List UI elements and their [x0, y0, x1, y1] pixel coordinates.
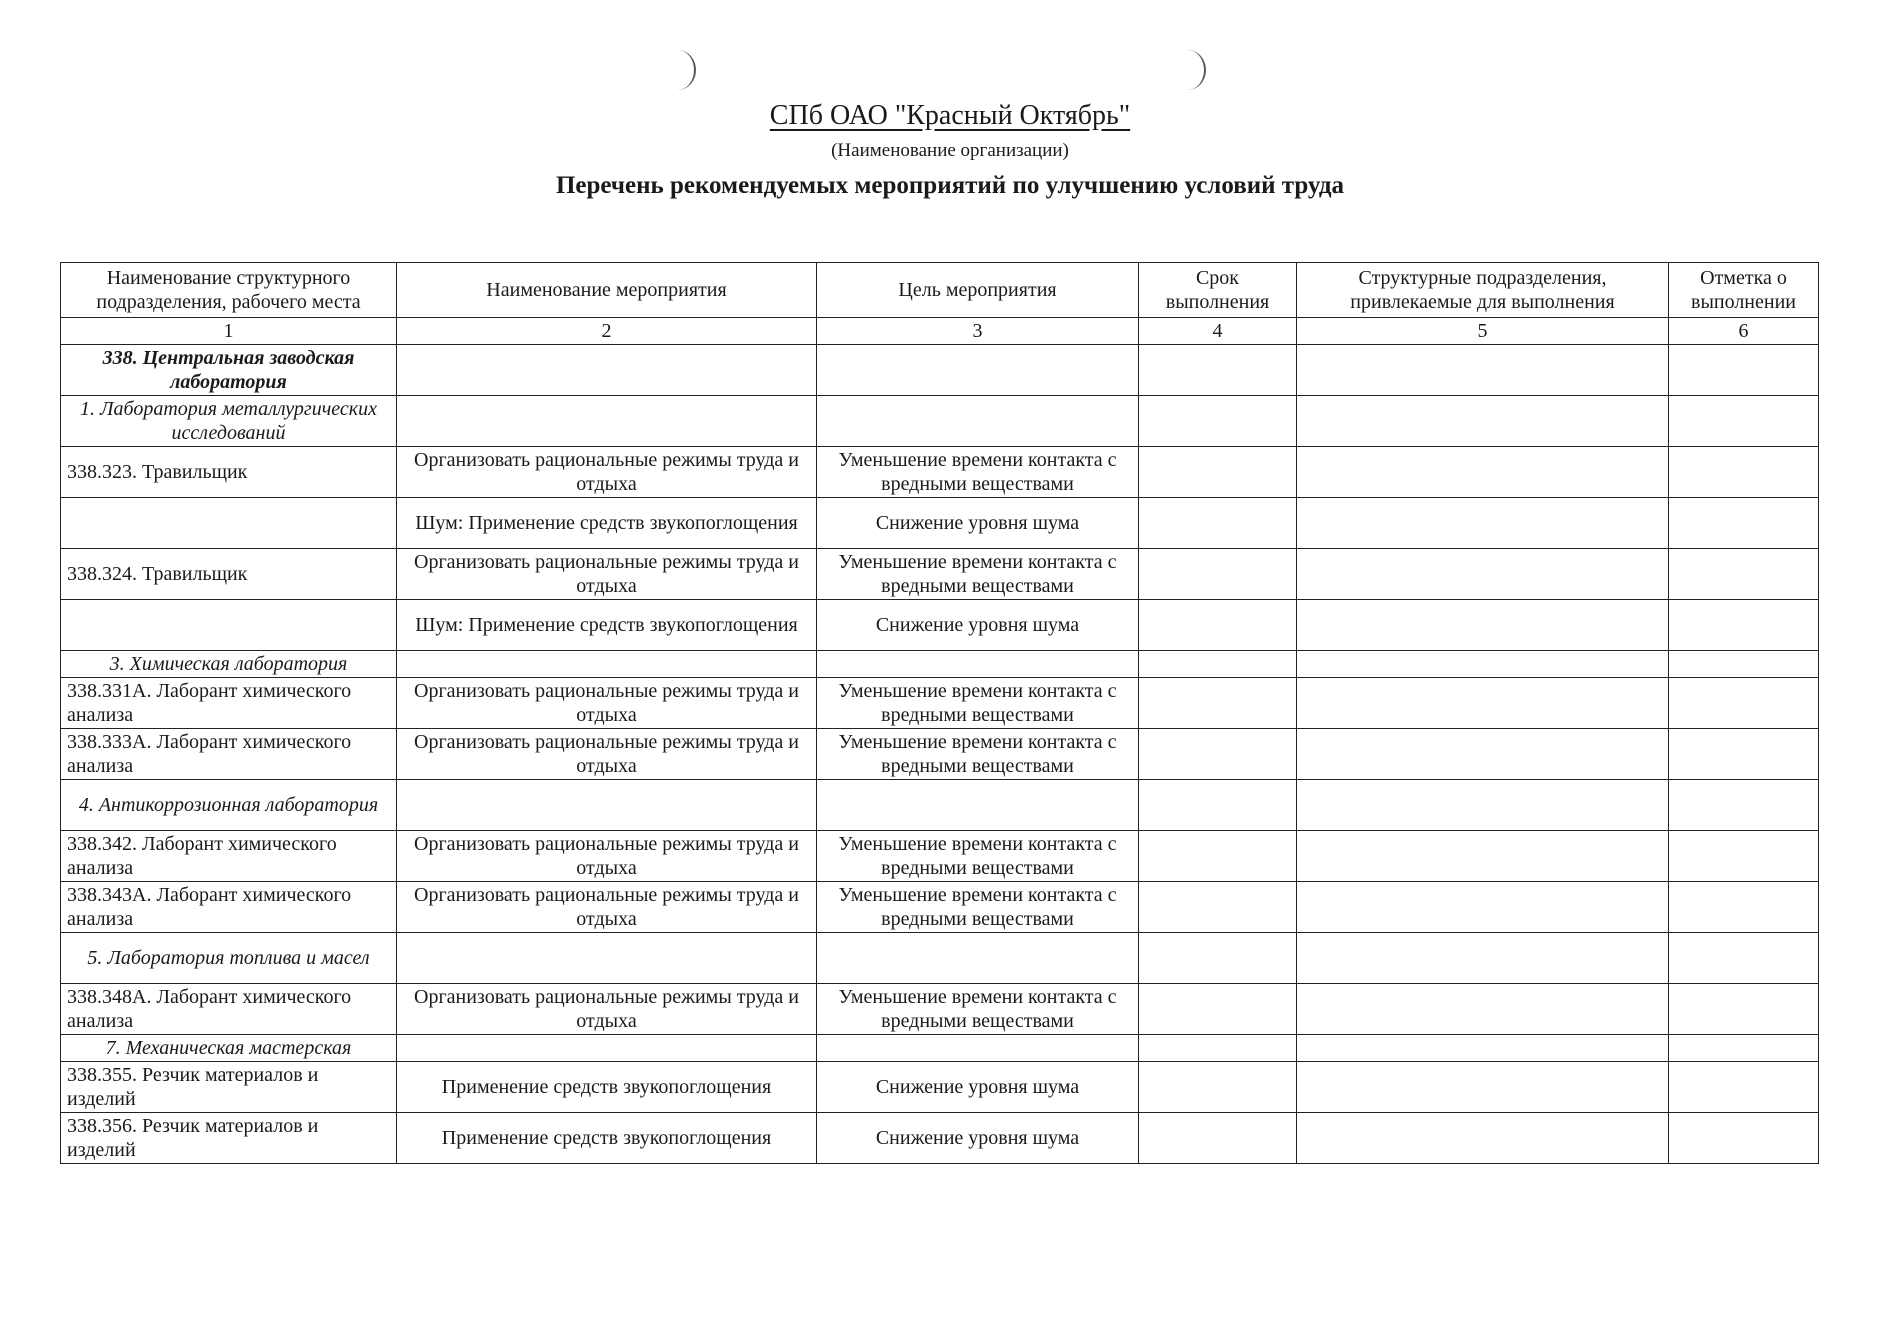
measure-cell: Организовать рациональные режимы труда и отдыха [397, 984, 817, 1035]
table-row [61, 498, 1819, 549]
table-row [61, 882, 1819, 933]
empty-cell [1297, 933, 1669, 984]
punch-hole-mark [660, 50, 696, 90]
table-row [61, 549, 1819, 600]
measure-cell: Применение средств звукопоглощения [397, 1113, 817, 1164]
section-row [61, 651, 1819, 678]
empty-cell [1669, 549, 1819, 600]
header-cell: Наименование структурного подразделения, рабочего места [61, 263, 397, 318]
empty-cell [1139, 984, 1297, 1035]
empty-cell [1139, 396, 1297, 447]
measure-cell: Применение средств звукопоглощения [397, 1062, 817, 1113]
organization-name: СПб ОАО "Красный Октябрь" [769, 100, 1131, 131]
empty-cell [397, 780, 817, 831]
empty-cell [1139, 1113, 1297, 1164]
workplace-cell: 338.324. Травильщик [61, 549, 397, 600]
empty-cell [817, 780, 1139, 831]
empty-cell [1139, 933, 1297, 984]
goal-cell: Снижение уровня шума [817, 1062, 1139, 1113]
empty-cell [1669, 729, 1819, 780]
workplace-cell [61, 600, 397, 651]
subsection-title: 1. Лаборатория металлургических исследований [61, 396, 397, 447]
table-row [61, 447, 1819, 498]
empty-cell [1297, 831, 1669, 882]
subsection-title: 7. Механическая мастерская [61, 1035, 397, 1062]
column-number: 3 [817, 318, 1139, 345]
column-number: 2 [397, 318, 817, 345]
empty-cell [1669, 678, 1819, 729]
subsection-title: 4. Антикоррозионная лаборатория [61, 780, 397, 831]
empty-cell [1669, 1062, 1819, 1113]
column-number: 1 [61, 318, 397, 345]
empty-cell [1297, 780, 1669, 831]
empty-cell [817, 933, 1139, 984]
empty-cell [1669, 933, 1819, 984]
empty-cell [1297, 651, 1669, 678]
empty-cell [397, 396, 817, 447]
empty-cell [1669, 345, 1819, 396]
measure-cell: Организовать рациональные режимы труда и отдыха [397, 831, 817, 882]
empty-cell [1297, 1035, 1669, 1062]
table-row [61, 984, 1819, 1035]
empty-cell [1139, 1062, 1297, 1113]
empty-cell [1669, 831, 1819, 882]
empty-cell [397, 1035, 817, 1062]
empty-cell [1669, 651, 1819, 678]
header-cell: Отметка о выполнении [1669, 263, 1819, 318]
measure-cell: Шум: Применение средств звукопоглощения [397, 498, 817, 549]
subsection-title: 5. Лаборатория топлива и масел [61, 933, 397, 984]
goal-cell: Уменьшение времени контакта с вредными веществами [817, 447, 1139, 498]
empty-cell [1139, 651, 1297, 678]
header-cell: Цель мероприятия [817, 263, 1139, 318]
empty-cell [1139, 600, 1297, 651]
empty-cell [1139, 831, 1297, 882]
workplace-cell: 338.348А. Лаборант химического анализа [61, 984, 397, 1035]
empty-cell [1139, 678, 1297, 729]
empty-cell [1297, 1062, 1669, 1113]
goal-cell: Снижение уровня шума [817, 600, 1139, 651]
workplace-cell: 338.343А. Лаборант химического анализа [61, 882, 397, 933]
punch-hole-mark [1170, 50, 1206, 90]
document-title: Перечень рекомендуемых мероприятий по улучшению условий труда [555, 172, 1345, 199]
empty-cell [1669, 498, 1819, 549]
header-cell: Срок выполнения [1139, 263, 1297, 318]
measures-table [60, 262, 1819, 1164]
table-row [61, 729, 1819, 780]
column-number: 6 [1669, 318, 1819, 345]
workplace-cell: 338.355. Резчик материалов и изделий [61, 1062, 397, 1113]
empty-cell [397, 345, 817, 396]
empty-cell [1669, 1035, 1819, 1062]
empty-cell [1139, 1035, 1297, 1062]
workplace-cell: 338.356. Резчик материалов и изделий [61, 1113, 397, 1164]
measure-cell: Организовать рациональные режимы труда и отдыха [397, 447, 817, 498]
section-row [61, 396, 1819, 447]
table-row [61, 831, 1819, 882]
goal-cell: Уменьшение времени контакта с вредными веществами [817, 831, 1139, 882]
header-cell: Структурные подразделения, привлекаемые для выполнения [1297, 263, 1669, 318]
goal-cell: Снижение уровня шума [817, 1113, 1139, 1164]
measure-cell: Организовать рациональные режимы труда и отдыха [397, 729, 817, 780]
section-row [61, 345, 1819, 396]
empty-cell [1297, 882, 1669, 933]
empty-cell [1669, 396, 1819, 447]
measure-cell: Организовать рациональные режимы труда и отдыха [397, 882, 817, 933]
empty-cell [1297, 498, 1669, 549]
empty-cell [1669, 984, 1819, 1035]
section-row [61, 933, 1819, 984]
section-row [61, 1035, 1819, 1062]
empty-cell [1139, 447, 1297, 498]
empty-cell [817, 345, 1139, 396]
empty-cell [1297, 345, 1669, 396]
organization-caption: (Наименование организации) [831, 140, 1069, 161]
goal-cell: Уменьшение времени контакта с вредными веществами [817, 678, 1139, 729]
goal-cell: Уменьшение времени контакта с вредными веществами [817, 549, 1139, 600]
empty-cell [1297, 729, 1669, 780]
measure-cell: Организовать рациональные режимы труда и отдыха [397, 678, 817, 729]
goal-cell: Уменьшение времени контакта с вредными веществами [817, 984, 1139, 1035]
goal-cell: Снижение уровня шума [817, 498, 1139, 549]
goal-cell: Уменьшение времени контакта с вредными веществами [817, 729, 1139, 780]
header-cell: Наименование мероприятия [397, 263, 817, 318]
empty-cell [817, 651, 1139, 678]
empty-cell [1297, 396, 1669, 447]
empty-cell [817, 396, 1139, 447]
empty-cell [1669, 1113, 1819, 1164]
workplace-cell: 338.323. Травильщик [61, 447, 397, 498]
workplace-cell: 338.333А. Лаборант химического анализа [61, 729, 397, 780]
empty-cell [1139, 549, 1297, 600]
empty-cell [1139, 498, 1297, 549]
measure-cell: Шум: Применение средств звукопоглощения [397, 600, 817, 651]
empty-cell [1297, 1113, 1669, 1164]
empty-cell [397, 933, 817, 984]
workplace-cell: 338.342. Лаборант химического анализа [61, 831, 397, 882]
column-number-row [61, 318, 1819, 345]
empty-cell [1139, 345, 1297, 396]
workplace-cell [61, 498, 397, 549]
table-row [61, 678, 1819, 729]
table-row [61, 1062, 1819, 1113]
column-number: 5 [1297, 318, 1669, 345]
empty-cell [1297, 678, 1669, 729]
table-row [61, 600, 1819, 651]
workplace-cell: 338.331А. Лаборант химического анализа [61, 678, 397, 729]
empty-cell [1297, 549, 1669, 600]
section-title: 338. Центральная заводская лаборатория [61, 345, 397, 396]
empty-cell [1139, 729, 1297, 780]
empty-cell [397, 651, 817, 678]
empty-cell [1297, 984, 1669, 1035]
goal-cell: Уменьшение времени контакта с вредными веществами [817, 882, 1139, 933]
empty-cell [1297, 600, 1669, 651]
empty-cell [1297, 447, 1669, 498]
empty-cell [817, 1035, 1139, 1062]
section-row [61, 780, 1819, 831]
table-row [61, 1113, 1819, 1164]
column-number: 4 [1139, 318, 1297, 345]
subsection-title: 3. Химическая лаборатория [61, 651, 397, 678]
empty-cell [1669, 780, 1819, 831]
empty-cell [1669, 882, 1819, 933]
header-row [61, 263, 1819, 318]
empty-cell [1139, 882, 1297, 933]
measure-cell: Организовать рациональные режимы труда и отдыха [397, 549, 817, 600]
empty-cell [1139, 780, 1297, 831]
empty-cell [1669, 447, 1819, 498]
empty-cell [1669, 600, 1819, 651]
